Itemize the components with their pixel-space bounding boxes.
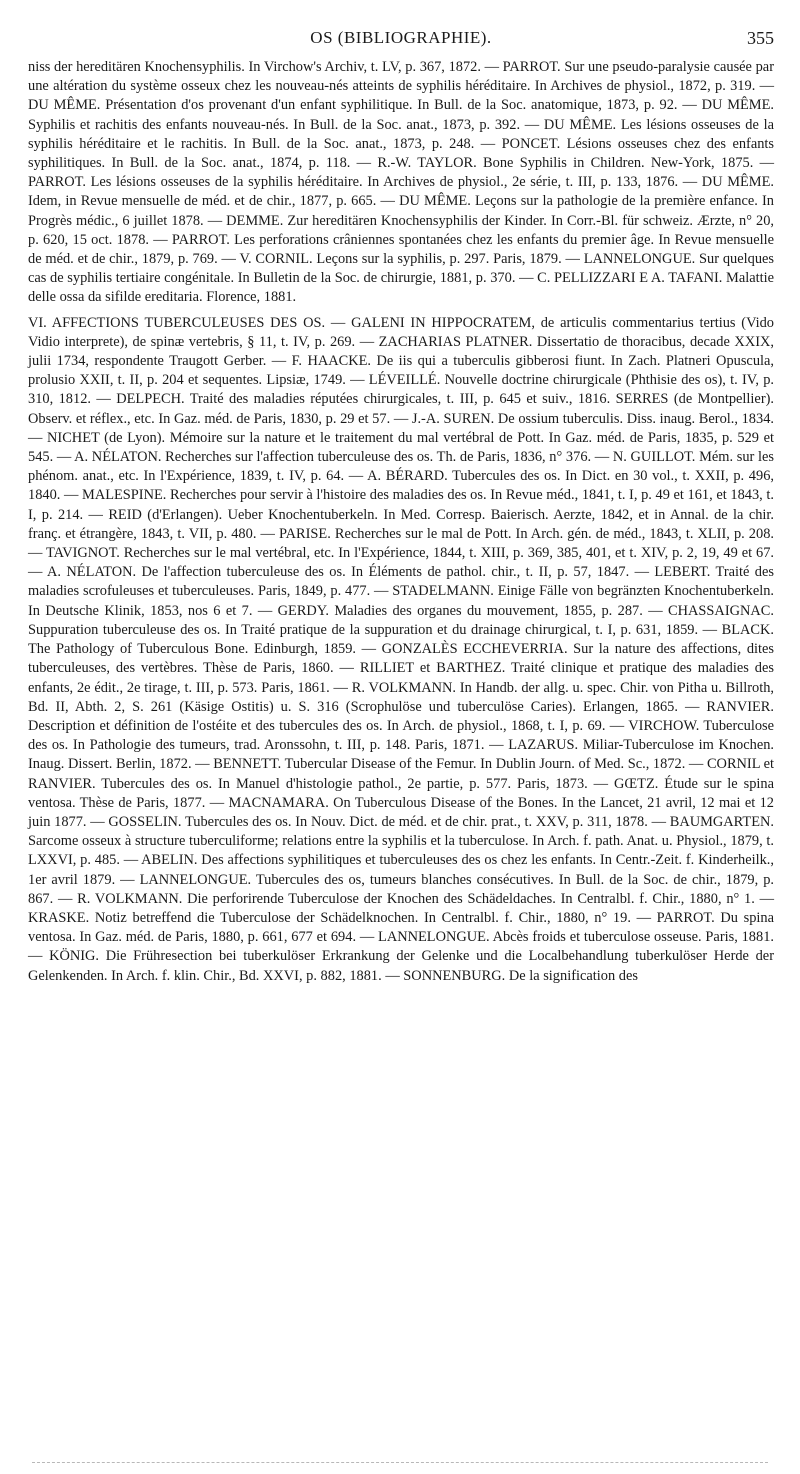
page-number: 355 [747,28,774,48]
bibliography-paragraph-tuberculosis: VI. AFFECTIONS TUBERCULEUSES DES OS. — GALENI IN HIPPOCRATEM, de articulis commentarius tertius (Vido Vidio interprete), de spinæ vertebris, § 11, t. IV, p. 269. — ZACHARIAS PLATNER. Dissertatio de thoracibus, decade XXIX, julii 1734, respondente Traugott Gerber. — F. HAACKE. De iis qui a tuberculis gibberosi fiunt. In Zach. Platneri Opuscula, prolusio XXII, t. II, p. 204 et sequentes. Lipsiæ, 1749. — LÉVEILLÉ. Nouvelle doctrine chirurgicale (Phthisie des os), t. IV, p. 310, 1812. — DELPECH. Traité des maladies réputées chirurgicales, t. III, p. 645 et suiv., 1816. SERRES (de Montpellier). Observ. et réflex., etc. In Gaz. méd. de Paris, 1830, p. 29 et 57. — J.-A. SUREN. De ossium tuberculis. Diss. inaug. Berol., 1834. — NICHET (de Lyon). Mémoire sur la nature et le traitement du mal vertébral de Pott. In Gaz. méd. de Paris, 1835, p. 529 et 545. — A. NÉLATON. Recherches sur l'affection tuberculeuse des os. Th. de Paris, 1836, n° 376. — N. GUILLOT. Mém. sur les phénom. anat., etc. In l'Expérience, 1839, t. IV, p. 64. — A. BÉRARD. Tubercules des os. In Dict. en 30 vol., t. XXII, p. 496, 1840. — MALESPINE. Recherches pour servir à l'histoire des maladies des os. In Revue méd., 1841, t. I, p. 49 et 161, et 1843, t. I, p. 214. — REID (d'Erlangen). Ueber Knochentuberkeln. In Med. Corresp. Baierisch. Aerzte, 1842, et in Annal. de la chir. franç. et étrangère, 1843, t. VII, p. 480. — PARISE. Recherches sur le mal de Pott. In Arch. gén. de méd., 1843, t. XLII, p. 208. — TAVIGNOT. Recherches sur le mal vertébral, etc. In l'Expérience, 1844, t. XIII, p. 369, 385, 401, et t. XIV, p. 2, 19, 49 et 67. — A. NÉLATON. De l'affection tuberculeuse des os. In Éléments de pathol. chir., t. II, p. 57, 1847. — LEBERT. Traité des maladies scrofuleuses et tuberculeuses. Paris, 1849, p. 477. — STADELMANN. Einige Fälle von begränzten Knochentuberkeln. In Deutsche Klinik, 1853, nos 6 et 7. — GERDY. Maladies des organes du mouvement, 1855, p. 287. — CHASSAIGNAC. Suppuration tuberculeuse des os. In Traité pratique de la suppuration et du drainage chirurgical, t. I, p. 631, 1859. — BLACK. The Pathology of Tuberculous Bone. Edinburgh, 1859. — GONZALÈS ECCHEVERRIA. Sur la nature des affections, dites tuberculeuses, des vertèbres. Thèse de Paris, 1860. — RILLIET et BARTHEZ. Traité clinique et pratique des maladies des enfants, 2e édit., 2e tirage, t. III, p. 573. Paris, 1861. — R. VOLKMANN. In Handb. der allg. u. spec. Chir. von Pitha u. Billroth, Bd. II, Abth. 2, S. 261 (Käsige Ostitis) u. S. 316 (Scrophulöse und tuberculöse Caries). Erlangen, 1865. — RANVIER. Description et définition de l'ostéite et des tubercules des os. In Arch. de physiol., 1868, t. I, p. 69. — VIRCHOW. Tuberculose des os. In Pathologie des tumeurs, trad. Aronssohn, t. III, p. 148. Paris, 1871. — LAZARUS. Miliar-Tuberculose im Knochen. Inaug. Dissert. Berlin, 1872. — BENNETT. Tubercular Disease of the Femur. In Dublin Journ. of Med. Sc., 1872. — CORNIL et RANVIER. Tubercules des os. In Manuel d'histologie pathol., 2e partie, p. 577. Paris, 1873. — GŒTZ. Étude sur le spina ventosa. Thèse de Paris, 1877. — MACNAMARA. On Tuberculous Disease of the Bones. In the Lancet, 21 avril, 12 mai et 12 juin 1877. — GOSSELIN. Tubercules des os. In Nouv. Dict. de méd. et de chir. prat., t. XXV, p. 311, 1878. — BAUMGARTEN. Sarcome osseux à structure tuberculiforme; relations entre la syphilis et la tuberculose. In Arch. f. path. Anat. u. Physiol., 1879, t. LXXVI, p. 485. — ABELIN. Des affections syphilitiques et tuberculeuses des os chez les enfants. In Centr.-Zeit. f. Kinderheilk., 1er avril 1879. — LANNELONGUE. Tubercules des os, tumeurs blanches consécutives. In Bull. de la Soc. de chir., 1879, p. 867. — R. VOLKMANN. Die perforirende Tuberculose der Knochen des Schädeldaches. In Centralbl. f. Chir., 1880, n° 1. — KRASKE. Notiz betreffend die Tuberculose der Schädelknochen. In Centralbl. f. Chir., 1880, n° 19. — PARROT. Du spina ventosa. In Gaz. méd. de Paris, 1880, p. 661, 677 et 694. — LANNELONGUE. Abcès froids et tuberculose osseuse. Paris, 1881. — KÖNIG. Die Frühresection bei tuberkulöser Erkrankung der Gelenke und die Localbehandlung tuberkulöser Herde der Gelenkenden. In Arch. f. klin. Chir., Bd. XXVI, p. 882, 1881. — SONNENBURG. De la signification des [28,314,774,984]
bottom-rule [32,1462,768,1463]
document-page [28,18,774,986]
running-title: OS (BIBLIOGRAPHIE). [310,28,492,47]
bibliography-paragraph-syphilis: niss der hereditären Knochensyphilis. In Virchow's Archiv, t. LV, p. 367, 1872. — PARROT. Sur une pseudo-paralysie causée par une altération du système osseux chez les nouveau-nés atteints de syphilis héréditaire. In Archives de physiol., 1872, p. 319. — DU MÊME. Présentation d'os provenant d'un enfant syphilitique. In Bull. de la Soc. anatomique, 1873, p. 92. — DU MÊME. Syphilis et rachitis des enfants nouveau-nés. In Bull. de la Soc. anat., 1873, p. 392. — DU MÊME. Les lésions osseuses de la syphilis héréditaire et le rachitis. In Bull. de la Soc. anat., 1873, p. 248. — PONCET. Lésions osseuses chez des enfants syphilitiques. In Bull. de la Soc. anat., 1874, p. 118. — R.-W. TAYLOR. Bone Syphilis in Children. New-York, 1875. — PARROT. Les lésions osseuses de la syphilis héréditaire. In Archives de physiol., 2e série, t. III, p. 133, 1876. — DU MÊME. Idem, in Revue mensuelle de méd. et de chir., 1877, p. 665. — DU MÊME. Leçons sur la pathologie de la première enfance. In Progrès médic., 6 juillet 1878. — DEMME. Zur hereditären Knochensyphilis der Kinder. In Corr.-Bl. für schweiz. Ærzte, n° 20, p. 620, 15 oct. 1878. — PARROT. Les perforations crâniennes spontanées chez les enfants du premier âge. In Revue mensuelle de méd. et de chir., 1879, p. 769. — V. CORNIL. Leçons sur la syphilis, p. 297. Paris, 1879. — LANNELONGUE. Sur quelques cas de syphilis tertiaire congénitale. In Bulletin de la Soc. de chirurgie, 1881, p. 370. — C. PELLIZZARI E A. TAFANI. Malattie delle ossa da sifilde ereditaria. Florence, 1881. [28,59,774,306]
page-header [28,18,774,58]
